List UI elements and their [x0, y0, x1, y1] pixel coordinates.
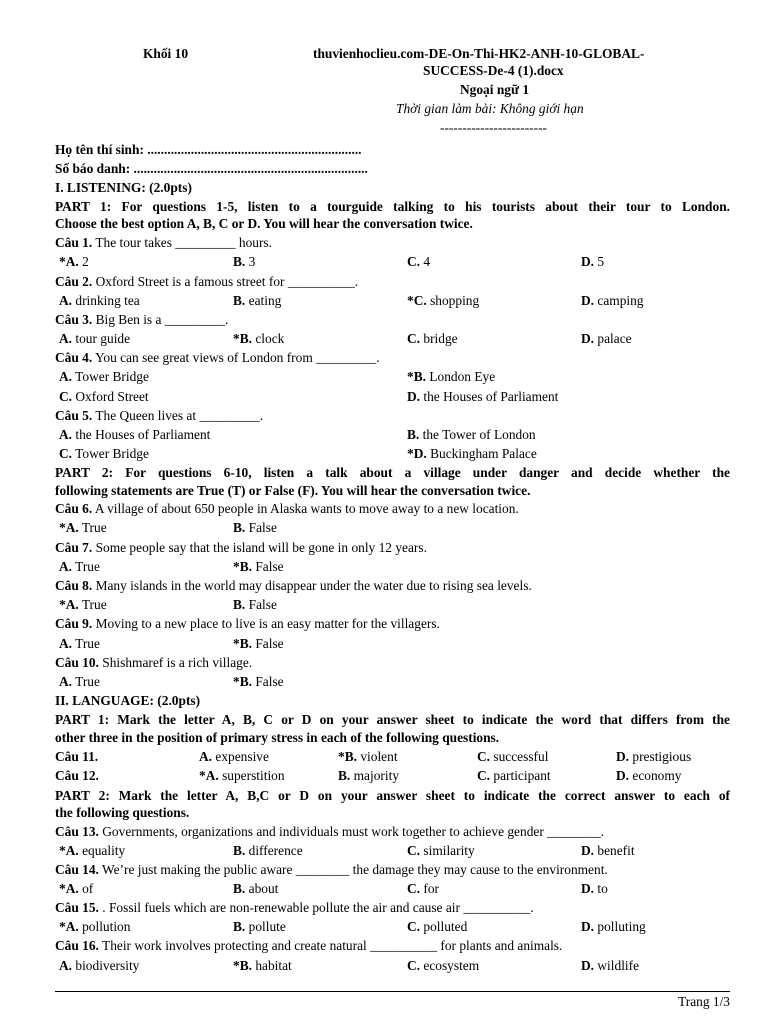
- option-c[interactable]: C. Tower Bridge: [59, 446, 149, 461]
- option-a[interactable]: A. expensive: [199, 749, 269, 764]
- question-10: [55, 653, 730, 672]
- question-5: [55, 406, 730, 425]
- option-d[interactable]: D. the Houses of Parliament: [407, 389, 559, 404]
- option-a[interactable]: A. biodiversity: [59, 958, 140, 973]
- option-b[interactable]: B. eating: [233, 293, 282, 308]
- option-c[interactable]: C. ecosystem: [407, 958, 480, 973]
- option-a[interactable]: *A. True: [59, 597, 107, 612]
- option-a[interactable]: *A. 2: [59, 254, 89, 269]
- option-a[interactable]: A. True: [59, 636, 100, 651]
- question-7: [55, 538, 730, 557]
- listening-section-title: I. LISTENING: (2.0pts): [55, 180, 192, 195]
- option-d[interactable]: D. polluting: [581, 919, 646, 934]
- grade-label: Khối 10: [143, 46, 189, 61]
- option-a[interactable]: *A. True: [59, 520, 107, 535]
- option-d[interactable]: D. prestigious: [616, 749, 692, 764]
- option-a[interactable]: A. drinking tea: [59, 293, 140, 308]
- question-number: Câu 3.: [55, 312, 93, 327]
- option-b[interactable]: *B. violent: [338, 749, 398, 764]
- option-d[interactable]: D. camping: [581, 293, 644, 308]
- option-b[interactable]: B. 3: [233, 254, 256, 269]
- question-13: [55, 822, 730, 841]
- question-text: Big Ben is a _________.: [95, 312, 229, 327]
- question-15: [55, 898, 730, 917]
- option-a[interactable]: A. tour guide: [59, 331, 131, 346]
- question-number: Câu 12.: [55, 768, 99, 783]
- option-b[interactable]: *B. habitat: [233, 958, 292, 973]
- language-section-title: II. LANGUAGE: (2.0pts): [55, 693, 201, 708]
- header-divider: ------------------------: [440, 120, 548, 135]
- question-number: Câu 5.: [55, 408, 93, 423]
- question-text: A village of about 650 people in Alaska wants to move away to a new location.: [94, 501, 519, 516]
- question-number: Câu 10.: [55, 655, 99, 670]
- listening-part2-instruction-1: PART 2: For questions 6-10, listen a talk about a village under danger and decide whether the: [55, 465, 730, 480]
- question-3: [55, 310, 730, 329]
- question-text: The Queen lives at _________.: [95, 408, 264, 423]
- question-8: [55, 576, 730, 595]
- file-name-line2: SUCCESS-De-4 (1).docx: [423, 63, 564, 78]
- question-14: [55, 860, 730, 879]
- question-6: [55, 499, 730, 518]
- file-name-line1: thuvienhoclieu.com-DE-On-Thi-HK2-ANH-10-GLOBAL-: [313, 46, 645, 61]
- option-d[interactable]: D. to: [581, 881, 608, 896]
- option-d[interactable]: D. benefit: [581, 843, 635, 858]
- question-text: Moving to a new place to live is an easy matter for the villagers.: [95, 616, 440, 631]
- option-c[interactable]: C. for: [407, 881, 440, 896]
- option-d[interactable]: D. wildlife: [581, 958, 640, 973]
- question-text: The tour takes _________ hours.: [95, 235, 272, 250]
- option-b[interactable]: *B. clock: [233, 331, 285, 346]
- option-b[interactable]: B. pollute: [233, 919, 286, 934]
- language-part1-instruction-1: PART 1: Mark the letter A, B, C or D on your answer sheet to indicate the word that differs from the: [55, 712, 730, 727]
- question-text: Oxford Street is a famous street for __________.: [95, 274, 359, 289]
- question-9: [55, 614, 730, 633]
- option-a[interactable]: *A. superstition: [199, 768, 285, 783]
- option-a[interactable]: *A. of: [59, 881, 94, 896]
- option-a[interactable]: A. True: [59, 559, 100, 574]
- candidate-name-field: Họ tên thí sinh: ................................................................: [55, 142, 362, 157]
- subject-label: Ngoại ngữ 1: [460, 82, 530, 97]
- option-c[interactable]: C. successful: [477, 749, 549, 764]
- listening-part2-instruction-2: following statements are True (T) or False (F). You will hear the conversation twice.: [55, 483, 531, 498]
- question-4: [55, 348, 730, 367]
- question-number: Câu 2.: [55, 274, 93, 289]
- question-number: Câu 13.: [55, 824, 99, 839]
- option-c[interactable]: C. bridge: [407, 331, 458, 346]
- question-text: We’re just making the public aware ________ the damage they may cause to the environment.: [102, 862, 608, 877]
- question-number: Câu 9.: [55, 616, 93, 631]
- candidate-id-field: Số báo danh: ......................................................................: [55, 161, 368, 176]
- option-d[interactable]: D. 5: [581, 254, 605, 269]
- question-number: Câu 8.: [55, 578, 93, 593]
- question-number: Câu 15.: [55, 900, 99, 915]
- question-number: Câu 7.: [55, 540, 93, 555]
- option-c[interactable]: *C. shopping: [407, 293, 480, 308]
- option-a[interactable]: A. True: [59, 674, 100, 689]
- language-part2-instruction-2: the following questions.: [55, 805, 190, 820]
- time-label: Thời gian làm bài: Không giới hạn: [396, 101, 584, 116]
- option-b[interactable]: *B. False: [233, 674, 284, 689]
- option-a[interactable]: *A. pollution: [59, 919, 131, 934]
- option-b[interactable]: B. False: [233, 520, 277, 535]
- question-number: Câu 6.: [55, 501, 93, 516]
- question-2: [55, 272, 730, 291]
- option-b[interactable]: *B. False: [233, 636, 284, 651]
- option-c[interactable]: C. 4: [407, 254, 431, 269]
- question-16: [55, 936, 730, 955]
- question-text: . Fossil fuels which are non-renewable pollute the air and cause air __________.: [102, 900, 534, 915]
- option-b[interactable]: *B. London Eye: [407, 369, 496, 384]
- option-c[interactable]: C. participant: [477, 768, 551, 783]
- listening-part1-instruction-2: Choose the best option A, B, C or D. You will hear the conversation twice.: [55, 216, 473, 231]
- option-c[interactable]: C. similarity: [407, 843, 475, 858]
- question-text: Governments, organizations and individuals must work together to achieve gender ________.: [102, 824, 605, 839]
- listening-part1-instruction-1: PART 1: For questions 1-5, listen to a tourguide talking to his tourists about their tour to London.: [55, 199, 730, 214]
- option-b[interactable]: B. majority: [338, 768, 400, 783]
- language-part2-instruction-1: PART 2: Mark the letter A, B,C or D on your answer sheet to indicate the correct answer to each of: [55, 788, 730, 803]
- question-number: Câu 4.: [55, 350, 93, 365]
- option-d[interactable]: D. palace: [581, 331, 632, 346]
- option-b[interactable]: *B. False: [233, 559, 284, 574]
- option-b[interactable]: B. False: [233, 597, 277, 612]
- option-b[interactable]: B. about: [233, 881, 279, 896]
- option-a[interactable]: A. the Houses of Parliament: [59, 427, 211, 442]
- question-text: Many islands in the world may disappear under the water due to rising sea levels.: [95, 578, 532, 593]
- option-a[interactable]: A. Tower Bridge: [59, 369, 149, 384]
- option-d[interactable]: D. economy: [616, 768, 682, 783]
- question-text: You can see great views of London from _________.: [95, 350, 380, 365]
- question-number: Câu 14.: [55, 862, 99, 877]
- question-number: Câu 11.: [55, 749, 99, 764]
- option-c[interactable]: C. Oxford Street: [59, 389, 149, 404]
- question-1: [55, 233, 730, 252]
- footer-divider: [55, 991, 730, 992]
- question-text: Their work involves protecting and create natural __________ for plants and animals.: [102, 938, 563, 953]
- question-number: Câu 16.: [55, 938, 99, 953]
- option-d[interactable]: *D. Buckingham Palace: [407, 446, 537, 461]
- page-number: Trang 1/3: [678, 994, 730, 1009]
- option-b[interactable]: B. the Tower of London: [407, 427, 536, 442]
- option-c[interactable]: C. polluted: [407, 919, 468, 934]
- language-part1-instruction-2: other three in the position of primary stress in each of the following questions.: [55, 730, 500, 745]
- question-text: Some people say that the island will be gone in only 12 years.: [95, 540, 427, 555]
- question-text: Shishmaref is a rich village.: [102, 655, 253, 670]
- question-number: Câu 1.: [55, 235, 93, 250]
- option-b[interactable]: B. difference: [233, 843, 303, 858]
- option-a[interactable]: *A. equality: [59, 843, 126, 858]
